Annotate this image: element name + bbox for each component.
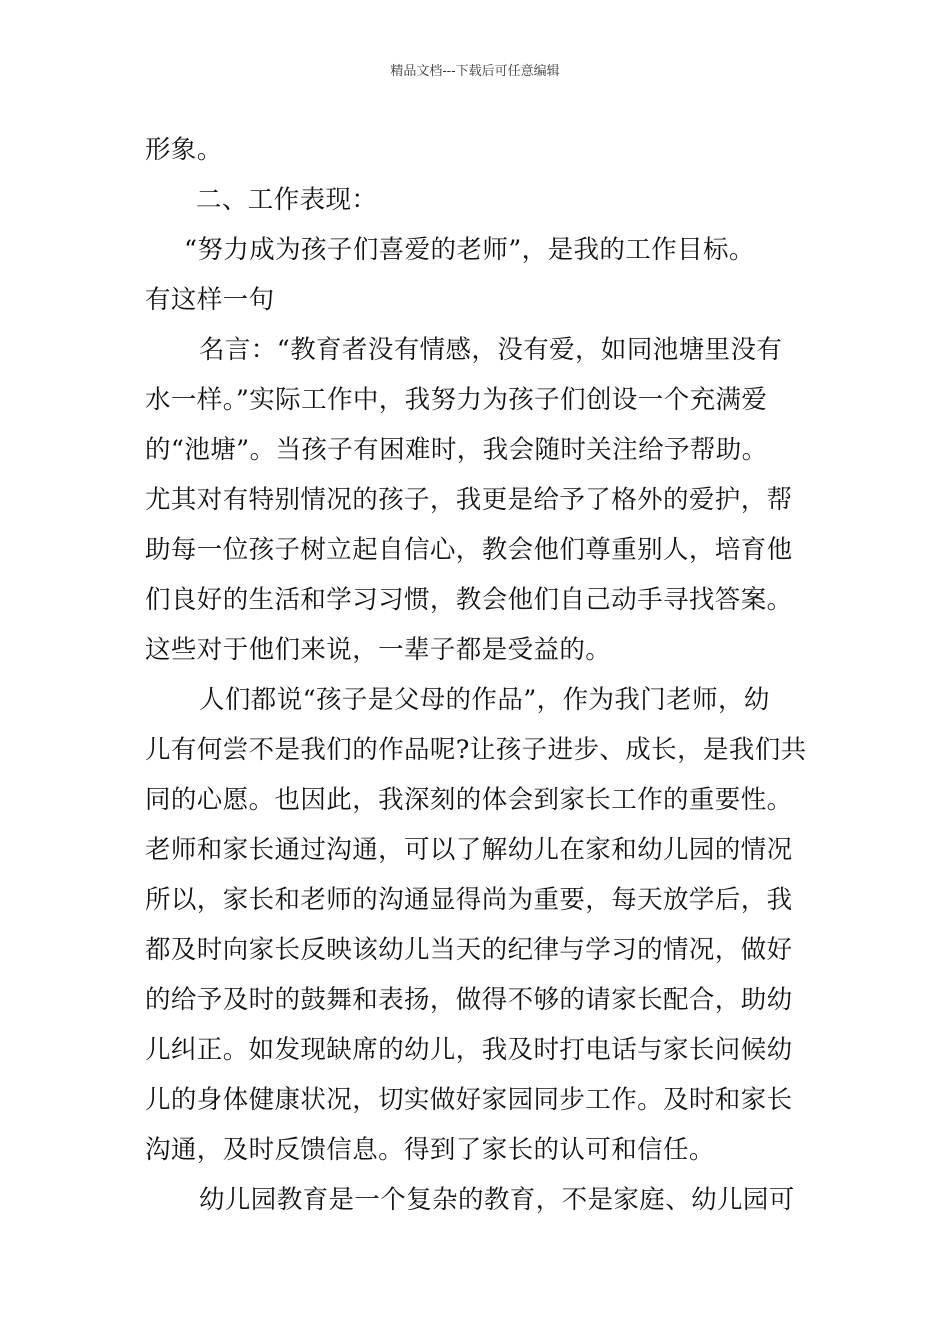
text-line: 助每一位孩子树立起自信心，教会他们尊重别人，培育他 [145, 535, 793, 565]
text-line: 所以，家长和老师的沟通显得尚为重要，每天放学后，我 [145, 885, 793, 915]
text-line: 沟通，及时反馈信息。得到了家长的认可和信任。 [145, 1135, 715, 1165]
text-line: 这些对于他们来说，一辈子都是受益的。 [145, 635, 612, 665]
text-line: 人们都说“孩子是父母的作品”，作为我门老师，幼 [199, 685, 770, 715]
text-line: 儿有何尝不是我们的作品呢?让孩子进步、成长，是我们共 [145, 735, 807, 765]
page-header: 精品文档---下载后可任意编辑 [390, 64, 560, 79]
text-line: 儿纠正。如发现缺席的幼儿，我及时打电话与家长问候幼 [145, 1035, 793, 1065]
text-line: “努力成为孩子们喜爱的老师”，是我的工作目标。 [184, 235, 755, 265]
text-line: 同的心愿。也因此，我深刻的体会到家长工作的重要性。 [145, 785, 793, 815]
text-line: 尤其对有特别情况的孩子，我更是给予了格外的爱护，帮 [145, 485, 793, 515]
text-line: 水一样。”实际工作中，我努力为孩子们创设一个充满爱 [145, 385, 768, 415]
text-line: 有这样一句 [145, 285, 275, 315]
text-line: 都及时向家长反映该幼儿当天的纪律与学习的情况，做好 [145, 935, 793, 965]
text-line: 形象。 [145, 135, 223, 165]
text-line: 儿的身体健康状况，切实做好家园同步工作。及时和家长 [145, 1085, 793, 1115]
section-heading: 二、工作表现： [196, 185, 378, 215]
text-line: 的“池塘”。当孩子有困难时，我会随时关注给予帮助。 [145, 435, 768, 465]
text-line: 幼儿园教育是一个复杂的教育，不是家庭、幼儿园可 [199, 1185, 795, 1215]
text-line: 们良好的生活和学习习惯，教会他们自己动手寻找答案。 [145, 585, 793, 615]
text-line: 名言：“教育者没有情感，没有爱，如同池塘里没有 [199, 335, 783, 365]
text-line: 老师和家长通过沟通，可以了解幼儿在家和幼儿园的情况 [145, 835, 793, 865]
text-line: 的给予及时的鼓舞和表扬，做得不够的请家长配合，助幼 [145, 985, 793, 1015]
